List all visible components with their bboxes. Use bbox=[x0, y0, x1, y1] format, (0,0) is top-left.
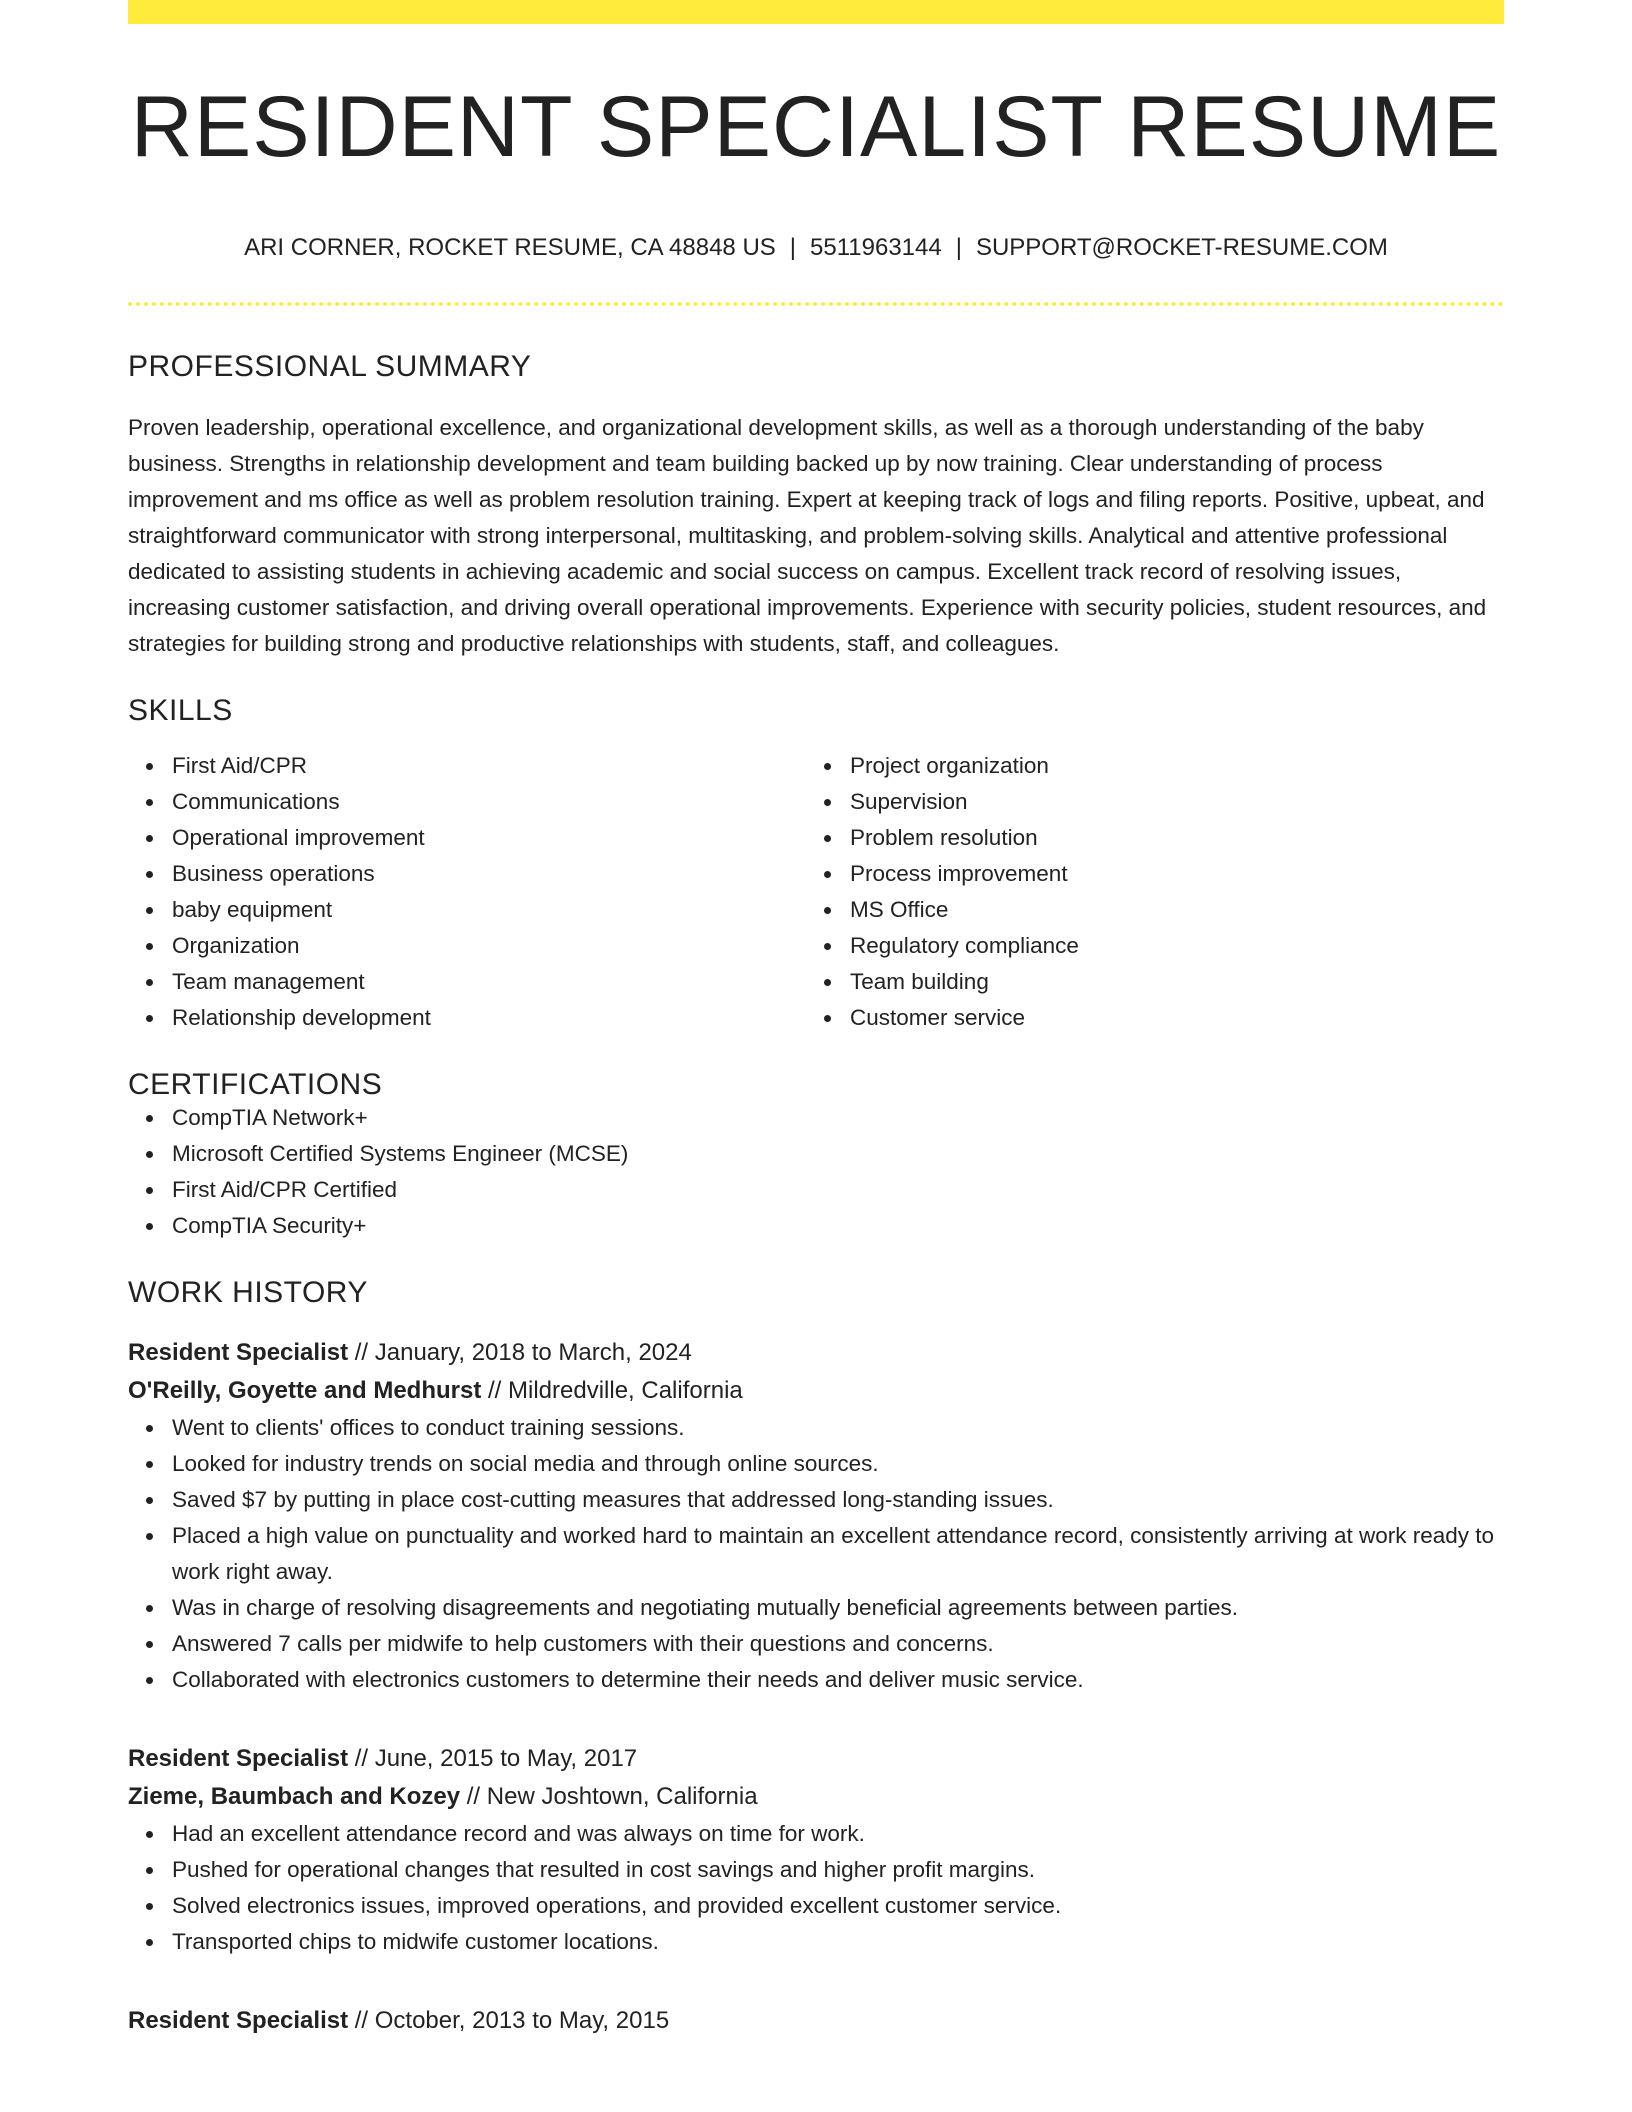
job-dates: // October, 2013 to May, 2015 bbox=[348, 2007, 670, 2034]
job-title-line bbox=[128, 1334, 1504, 1372]
job-entry bbox=[128, 1334, 1504, 1698]
job-duty: Placed a high value on punctuality and worked hard to maintain an excellent attendance record, consistently arriving at work ready to work right away. bbox=[172, 1518, 1504, 1590]
job-duty: Was in charge of resolving disagreements and negotiating mutually beneficial agreements between parties. bbox=[172, 1590, 1504, 1626]
skill-item: First Aid/CPR bbox=[172, 748, 806, 784]
skill-item: Process improvement bbox=[850, 856, 1484, 892]
skills-grid bbox=[128, 748, 1504, 1036]
job-company-line bbox=[128, 1778, 1504, 1816]
job-company-line bbox=[128, 1372, 1504, 1410]
skill-item: Team management bbox=[172, 964, 806, 1000]
skill-item: Operational improvement bbox=[172, 820, 806, 856]
contact-separator: | bbox=[955, 234, 962, 261]
certifications-heading: CERTIFICATIONS bbox=[128, 1068, 383, 1101]
job-title-line bbox=[128, 1740, 1504, 1778]
skills-column-right bbox=[806, 748, 1484, 1036]
contact-address: ARI CORNER, ROCKET RESUME, CA 48848 US bbox=[244, 234, 776, 261]
job-title: Resident Specialist bbox=[128, 1745, 349, 1772]
job-entry bbox=[128, 2002, 1504, 2040]
skill-item: Organization bbox=[172, 928, 806, 964]
job-duty: Answered 7 calls per midwife to help customers with their questions and concerns. bbox=[172, 1626, 1504, 1662]
job-duties-list bbox=[128, 1410, 1504, 1698]
skills-list-left bbox=[128, 748, 806, 1036]
job-company: O'Reilly, Goyette and Medhurst bbox=[128, 1377, 482, 1404]
contact-line bbox=[128, 236, 1504, 260]
job-duty: Transported chips to midwife customer locations. bbox=[172, 1924, 1504, 1960]
skill-item: Communications bbox=[172, 784, 806, 820]
skill-item: Problem resolution bbox=[850, 820, 1484, 856]
skill-item: Business operations bbox=[172, 856, 806, 892]
skill-item: Regulatory compliance bbox=[850, 928, 1484, 964]
certifications-list bbox=[128, 1100, 1504, 1244]
job-duty: Pushed for operational changes that resulted in cost savings and higher profit margins. bbox=[172, 1852, 1504, 1888]
job-dates: // January, 2018 to March, 2024 bbox=[348, 1339, 692, 1366]
skill-item: Customer service bbox=[850, 1000, 1484, 1036]
work-history-heading: WORK HISTORY bbox=[128, 1276, 368, 1309]
job-duty: Collaborated with electronics customers to determine their needs and deliver music service. bbox=[172, 1662, 1504, 1698]
skills-column-left bbox=[128, 748, 806, 1036]
job-duty: Had an excellent attendance record and was always on time for work. bbox=[172, 1816, 1504, 1852]
dotted-divider bbox=[128, 302, 1504, 306]
certification-item: Microsoft Certified Systems Engineer (MCSE) bbox=[172, 1136, 1504, 1172]
contact-phone: 5511963144 bbox=[810, 234, 942, 261]
skill-item: Supervision bbox=[850, 784, 1484, 820]
skills-heading: SKILLS bbox=[128, 694, 233, 727]
summary-heading: PROFESSIONAL SUMMARY bbox=[128, 350, 532, 383]
accent-top-bar bbox=[128, 0, 1504, 24]
certification-item: First Aid/CPR Certified bbox=[172, 1172, 1504, 1208]
certification-item: CompTIA Security+ bbox=[172, 1208, 1504, 1244]
job-duty: Solved electronics issues, improved operations, and provided excellent customer service. bbox=[172, 1888, 1504, 1924]
job-entry bbox=[128, 1740, 1504, 1960]
job-title: Resident Specialist bbox=[128, 1339, 349, 1366]
contact-separator: | bbox=[789, 234, 797, 261]
job-duty: Went to clients' offices to conduct training sessions. bbox=[172, 1410, 1504, 1446]
skill-item: Relationship development bbox=[172, 1000, 806, 1036]
job-title-line bbox=[128, 2002, 1504, 2040]
skill-item: baby equipment bbox=[172, 892, 806, 928]
skill-item: Team building bbox=[850, 964, 1484, 1000]
job-dates: // June, 2015 to May, 2017 bbox=[348, 1745, 638, 1772]
skill-item: MS Office bbox=[850, 892, 1484, 928]
contact-email: SUPPORT@ROCKET-RESUME.COM bbox=[975, 234, 1388, 261]
resume-page bbox=[128, 0, 1504, 2040]
job-location: // New Joshtown, California bbox=[460, 1783, 758, 1810]
skills-list-right bbox=[806, 748, 1484, 1036]
summary-text: Proven leadership, operational excellence, and organizational development skills, as well as a thorough understanding of the baby business. Strengths in relationship development and team building backed up by now training. Clear understanding of process improvement and ms office as well as problem resolution training. Expert at keeping track of logs and filing reports. Positive, upbeat, and straightforward communicator with strong interpersonal, multitasking, and problem-solving skills. Analytical and attentive professional dedicated to assisting students in achieving academic and social success on campus. Excellent track record of resolving issues, increasing customer satisfaction, and driving overall operational improvements. Experience with security policies, student resources, and strategies for building strong and productive relationships with students, staff, and colleagues. bbox=[128, 415, 1487, 656]
job-duties-list bbox=[128, 1816, 1504, 1960]
job-location: // Mildredville, California bbox=[481, 1377, 743, 1404]
skill-item: Project organization bbox=[850, 748, 1484, 784]
job-duty: Looked for industry trends on social media and through online sources. bbox=[172, 1446, 1504, 1482]
certification-item: CompTIA Network+ bbox=[172, 1100, 1504, 1136]
job-title: Resident Specialist bbox=[128, 2007, 349, 2034]
job-duty: Saved $7 by putting in place cost-cutting measures that addressed long-standing issues. bbox=[172, 1482, 1504, 1518]
job-company: Zieme, Baumbach and Kozey bbox=[128, 1783, 461, 1810]
resume-title: RESIDENT SPECIALIST RESUME bbox=[130, 79, 1502, 175]
